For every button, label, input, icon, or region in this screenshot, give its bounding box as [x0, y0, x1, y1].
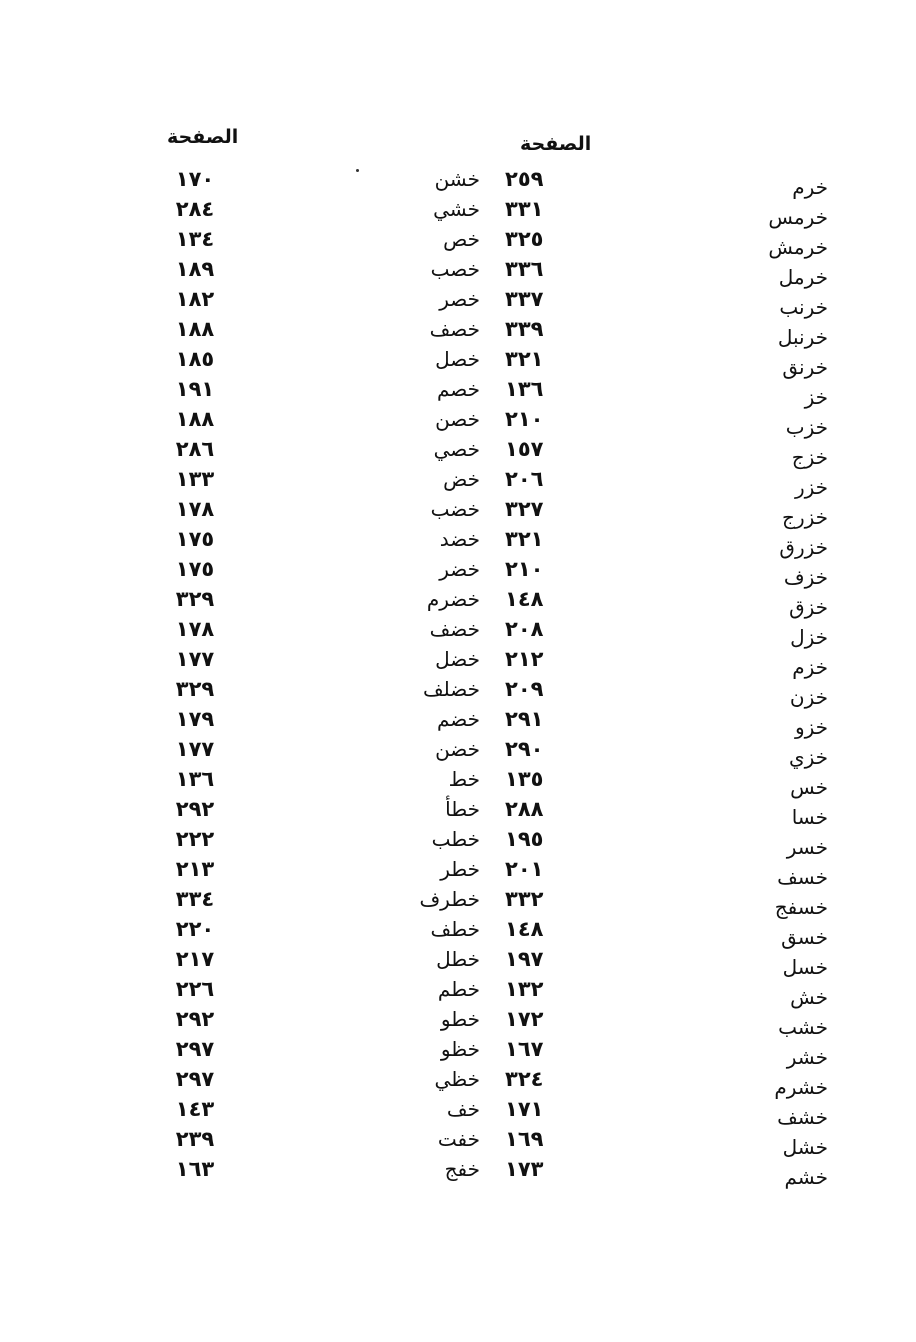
index-entry-word: خفت	[437, 1127, 480, 1151]
index-entry-word: خض	[443, 467, 480, 491]
index-entry-page: ١٩١	[175, 377, 215, 401]
index-entry-page: ٣٣٦	[505, 257, 544, 281]
index-entry-word: خشرم	[774, 1075, 828, 1099]
index-entry-word: خطب	[431, 827, 480, 851]
index-entry-word: خزق	[789, 595, 828, 619]
index-entry-word: خزب	[785, 415, 828, 439]
index-entry-page: ٢٢٦	[175, 977, 215, 1001]
index-entry-word: خشل	[782, 1135, 828, 1159]
index-entry-page: ٣٢٥	[505, 227, 544, 251]
index-entry-word: خزن	[789, 685, 828, 709]
index-entry-word: خصر	[439, 287, 480, 311]
index-entry-word: خظي	[434, 1067, 480, 1091]
index-entry-word: خسا	[791, 805, 828, 829]
index-entry-page: ١٧٥	[175, 527, 215, 551]
index-entry-word: خز	[804, 385, 828, 409]
index-entry-word: خطرف	[419, 887, 480, 911]
index-entry-page: ١٤٨	[505, 917, 544, 941]
index-entry-word: خسل	[782, 955, 828, 979]
index-entry-page: ٢٥٩	[505, 167, 544, 191]
index-entry-page: ٣٣٧	[505, 287, 544, 311]
index-entry-word: خزف	[783, 565, 828, 589]
index-entry-word: خصي	[433, 437, 480, 461]
index-entry-word: خشف	[777, 1105, 828, 1129]
index-entry-page: ٢١٧	[175, 947, 215, 971]
page-numbers-column-middle	[505, 164, 595, 1184]
index-entry-word: خشي	[433, 197, 480, 221]
index-entry-page: ١٨٩	[175, 257, 215, 281]
index-entry-page: ٢١٠	[505, 557, 544, 581]
index-entry-page: ٢٢٠	[175, 917, 215, 941]
index-entry-page: ٣٣٩	[505, 317, 544, 341]
index-entry-page: ١٧٥	[175, 557, 215, 581]
root-words-column-right	[700, 164, 828, 1189]
index-entry-word: خطف	[430, 917, 480, 941]
index-entry-word: خف	[446, 1097, 480, 1121]
index-entry-word: خسق	[781, 925, 828, 949]
index-entry-word: خص	[443, 227, 480, 251]
index-entry-word: خضلف	[422, 677, 480, 701]
index-entry-word: خضف	[429, 617, 480, 641]
index-entry-page: ١٣٤	[175, 227, 215, 251]
index-entry-page: ١٨٨	[175, 317, 215, 341]
page-numbers-column-left	[150, 164, 240, 1184]
index-entry-word: خضد	[439, 527, 480, 551]
index-entry-word: خضم	[436, 707, 480, 731]
index-entry-page: ١٧٢	[505, 1007, 544, 1031]
index-entry-page: ١٣٥	[505, 767, 544, 791]
index-entry-word: خطم	[437, 977, 480, 1001]
index-entry-word: خزو	[794, 715, 828, 739]
index-entry-page: ١٧٨	[175, 497, 215, 521]
index-entry-page: ١٣٦	[175, 767, 215, 791]
index-entry-word: خرمل	[778, 265, 828, 289]
index-entry-word: خسر	[786, 835, 828, 859]
index-entry-word: خزم	[792, 655, 828, 679]
index-entry-word: خضن	[435, 737, 480, 761]
page-column-header-middle: الصفحة	[520, 133, 592, 155]
index-entry-word: خزرج	[782, 505, 828, 529]
index-entry-page: ٢٩٢	[175, 1007, 215, 1031]
index-entry-page: ١٧٠	[175, 167, 215, 191]
index-entry-page: ٣٢١	[505, 347, 544, 371]
index-entry-page: ١٦٩	[505, 1127, 544, 1151]
index-entry-page: ٢٩١	[505, 707, 544, 731]
index-entry-page: ٢١٢	[505, 647, 544, 671]
index-entry-page: ١٧٣	[505, 1157, 544, 1181]
index-entry-word: خرنق	[782, 355, 828, 379]
index-entry-page: ١٣٣	[175, 467, 215, 491]
index-entry-word: خضر	[439, 557, 480, 581]
index-entry-page: ٢٩٧	[175, 1067, 215, 1091]
index-entry-page: ٣٢٩	[175, 587, 215, 611]
index-entry-word: خرمش	[768, 235, 828, 259]
index-entry-page: ٢١٣	[175, 857, 215, 881]
index-entry-word: خشن	[434, 167, 480, 191]
index-entry-page: ١٨٥	[175, 347, 215, 371]
index-entry-page: ١٧٨	[175, 617, 215, 641]
root-words-column-middle	[380, 164, 480, 1184]
index-entry-word: خرمس	[768, 205, 828, 229]
index-entry-page: ١٣٢	[505, 977, 544, 1001]
index-entry-word: خزي	[788, 745, 828, 769]
index-entry-page: ١٩٥	[505, 827, 544, 851]
index-entry-page: ١٣٦	[505, 377, 544, 401]
index-entry-page: ٣٣١	[505, 197, 544, 221]
index-entry-word: خزل	[790, 625, 828, 649]
index-entry-word: خرم	[792, 175, 828, 199]
index-entry-word: خشر	[786, 1045, 828, 1069]
index-entry-word: خضرم	[426, 587, 480, 611]
index-entry-word: خفج	[444, 1157, 480, 1181]
index-entry-page: ٣٢٧	[505, 497, 544, 521]
index-entry-word: خطو	[440, 1007, 480, 1031]
index-entry-page: ٢٨٦	[175, 437, 215, 461]
index-entry-page: ٢٣٩	[175, 1127, 215, 1151]
index-entry-word: خشم	[784, 1165, 828, 1189]
index-entry-word: خشب	[778, 1015, 828, 1039]
index-entry-word: خزر	[794, 475, 828, 499]
index-entry-word: خضب	[430, 497, 480, 521]
index-entry-word: خرنب	[779, 295, 828, 319]
index-entry-page: ٢٨٨	[505, 797, 544, 821]
index-entry-word: خطل	[436, 947, 480, 971]
index-entry-page: ١٩٧	[505, 947, 544, 971]
index-entry-page: ١٨٢	[175, 287, 215, 311]
index-entry-page: ٣٢٩	[175, 677, 215, 701]
index-entry-page: ٢٢٢	[175, 827, 215, 851]
index-entry-word: خصب	[430, 257, 480, 281]
index-entry-page: ١٧٩	[175, 707, 215, 731]
index-entry-page: ٢٩٢	[175, 797, 215, 821]
index-entry-word: خظو	[440, 1037, 480, 1061]
index-entry-word: خضل	[435, 647, 480, 671]
index-entry-word: خسف	[777, 865, 828, 889]
index-entry-word: خش	[790, 985, 828, 1009]
index-entry-word: خرنبل	[777, 325, 828, 349]
index-entry-page: ١٧٧	[175, 737, 215, 761]
index-entry-page: ١٤٣	[175, 1097, 215, 1121]
index-entry-page: ١٨٨	[175, 407, 215, 431]
index-entry-page: ٢٠١	[505, 857, 544, 881]
index-entry-word: خصن	[435, 407, 480, 431]
index-entry-page: ٢٠٩	[505, 677, 544, 701]
index-entry-page: ١٧٧	[175, 647, 215, 671]
index-entry-word: خسفج	[774, 895, 828, 919]
index-entry-page: ٣٣٢	[505, 887, 544, 911]
index-entry-word: خصل	[435, 347, 480, 371]
index-entry-page: ٣٢١	[505, 527, 544, 551]
index-entry-word: خصم	[436, 377, 480, 401]
index-entry-page: ١٧١	[505, 1097, 544, 1121]
index-entry-page: ٢٩٠	[505, 737, 544, 761]
index-entry-word: خطأ	[445, 797, 480, 821]
index-entry-word: خس	[790, 775, 828, 799]
index-entry-page: ٢٠٨	[505, 617, 544, 641]
page-column-header-left: الصفحة	[167, 126, 239, 148]
index-entry-word: خزرق	[779, 535, 828, 559]
index-entry-page: ٣٢٤	[505, 1067, 544, 1091]
index-entry-page: ٢٨٤	[175, 197, 215, 221]
index-entry-word: خط	[448, 767, 480, 791]
print-speck	[356, 169, 359, 172]
index-entry-word: خزج	[791, 445, 828, 469]
index-entry-page: ٢١٠	[505, 407, 544, 431]
index-entry-page: ١٤٨	[505, 587, 544, 611]
index-entry-page: ١٥٧	[505, 437, 544, 461]
index-entry-page: ٢٩٧	[175, 1037, 215, 1061]
index-entry-page: ١٦٣	[175, 1157, 215, 1181]
index-entry-word: خطر	[440, 857, 480, 881]
index-entry-page: ١٦٧	[505, 1037, 544, 1061]
index-entry-page: ٢٠٦	[505, 467, 544, 491]
index-entry-page: ٣٣٤	[175, 887, 215, 911]
index-entry-word: خصف	[429, 317, 480, 341]
